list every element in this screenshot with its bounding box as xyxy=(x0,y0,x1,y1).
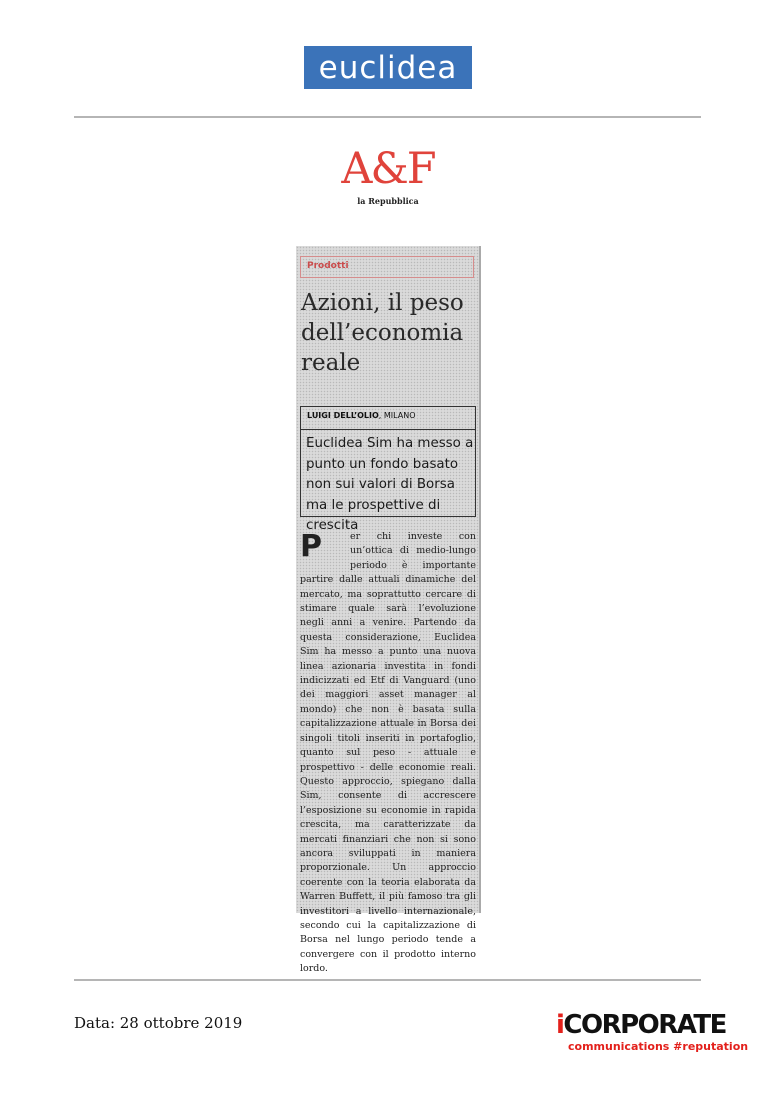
article-body xyxy=(300,530,476,977)
icorporate-i: i xyxy=(556,1010,564,1040)
article-body-text: er chi investe con un’ottica di medio-lungo periodo è importante partire dalle attuali dinamiche del mercato, ma soprattutto cercare di stimare quale sarà l’evoluzione negli anni a venire. Partendo da questa considerazione, Euclidea Sim ha messo a punto una nuova linea azionaria investita in fondi indicizzati ed Etf di Vanguard (uno dei maggiori asset manager al mondo) che non è basata sulla capitalizzazione attuale in Borsa dei singoli titoli inseriti in portafoglio, quanto sul peso - attuale e prospettivo - delle economie reali. Questo approccio, spiegano dalla Sim, consente di accrescere l’esposizione su economie in rapida crescita, ma caratterizzate da mercati finanziari che non si sono ancora sviluppati in maniera proporzionale. Un approccio coerente con la teoria elaborata da Warren Buffett, il più famoso tra gli investitori a livello internazionale, secondo cui la capitalizzazione di Borsa nel lungo periodo tende a convergere con il prodotto interno lordo. xyxy=(300,531,476,975)
bottom-divider xyxy=(74,979,701,981)
af-logo: A&F xyxy=(341,144,435,194)
publication-subtitle: la Repubblica xyxy=(357,196,419,206)
byline-separator xyxy=(301,429,475,430)
icorporate-wordmark xyxy=(556,1010,726,1040)
drop-cap: P xyxy=(300,529,322,564)
euclidea-logo: euclidea xyxy=(304,46,472,89)
byline-author: LUIGI DELL’OLIO xyxy=(307,411,379,420)
article-subhead: Euclidea Sim ha messo a punto un fondo basato non sui valori di Borsa ma le prospettive di crescita xyxy=(306,436,474,533)
newspaper-clipping xyxy=(296,246,481,975)
top-divider xyxy=(74,116,701,118)
icorporate-logo xyxy=(556,1010,749,1058)
byline xyxy=(307,411,416,420)
icorporate-tagline: communications #reputation xyxy=(568,1040,749,1053)
icorporate-name: CORPORATE xyxy=(563,1010,726,1040)
byline-place: , MILANO xyxy=(378,411,416,420)
section-box xyxy=(300,256,474,278)
article-headline: Azioni, il peso dell’economia reale xyxy=(301,290,464,376)
section-label: Prodotti xyxy=(307,261,349,271)
publication-masthead xyxy=(340,146,436,206)
document-date: Data: 28 ottobre 2019 xyxy=(74,1014,243,1032)
byline-box xyxy=(300,406,476,533)
